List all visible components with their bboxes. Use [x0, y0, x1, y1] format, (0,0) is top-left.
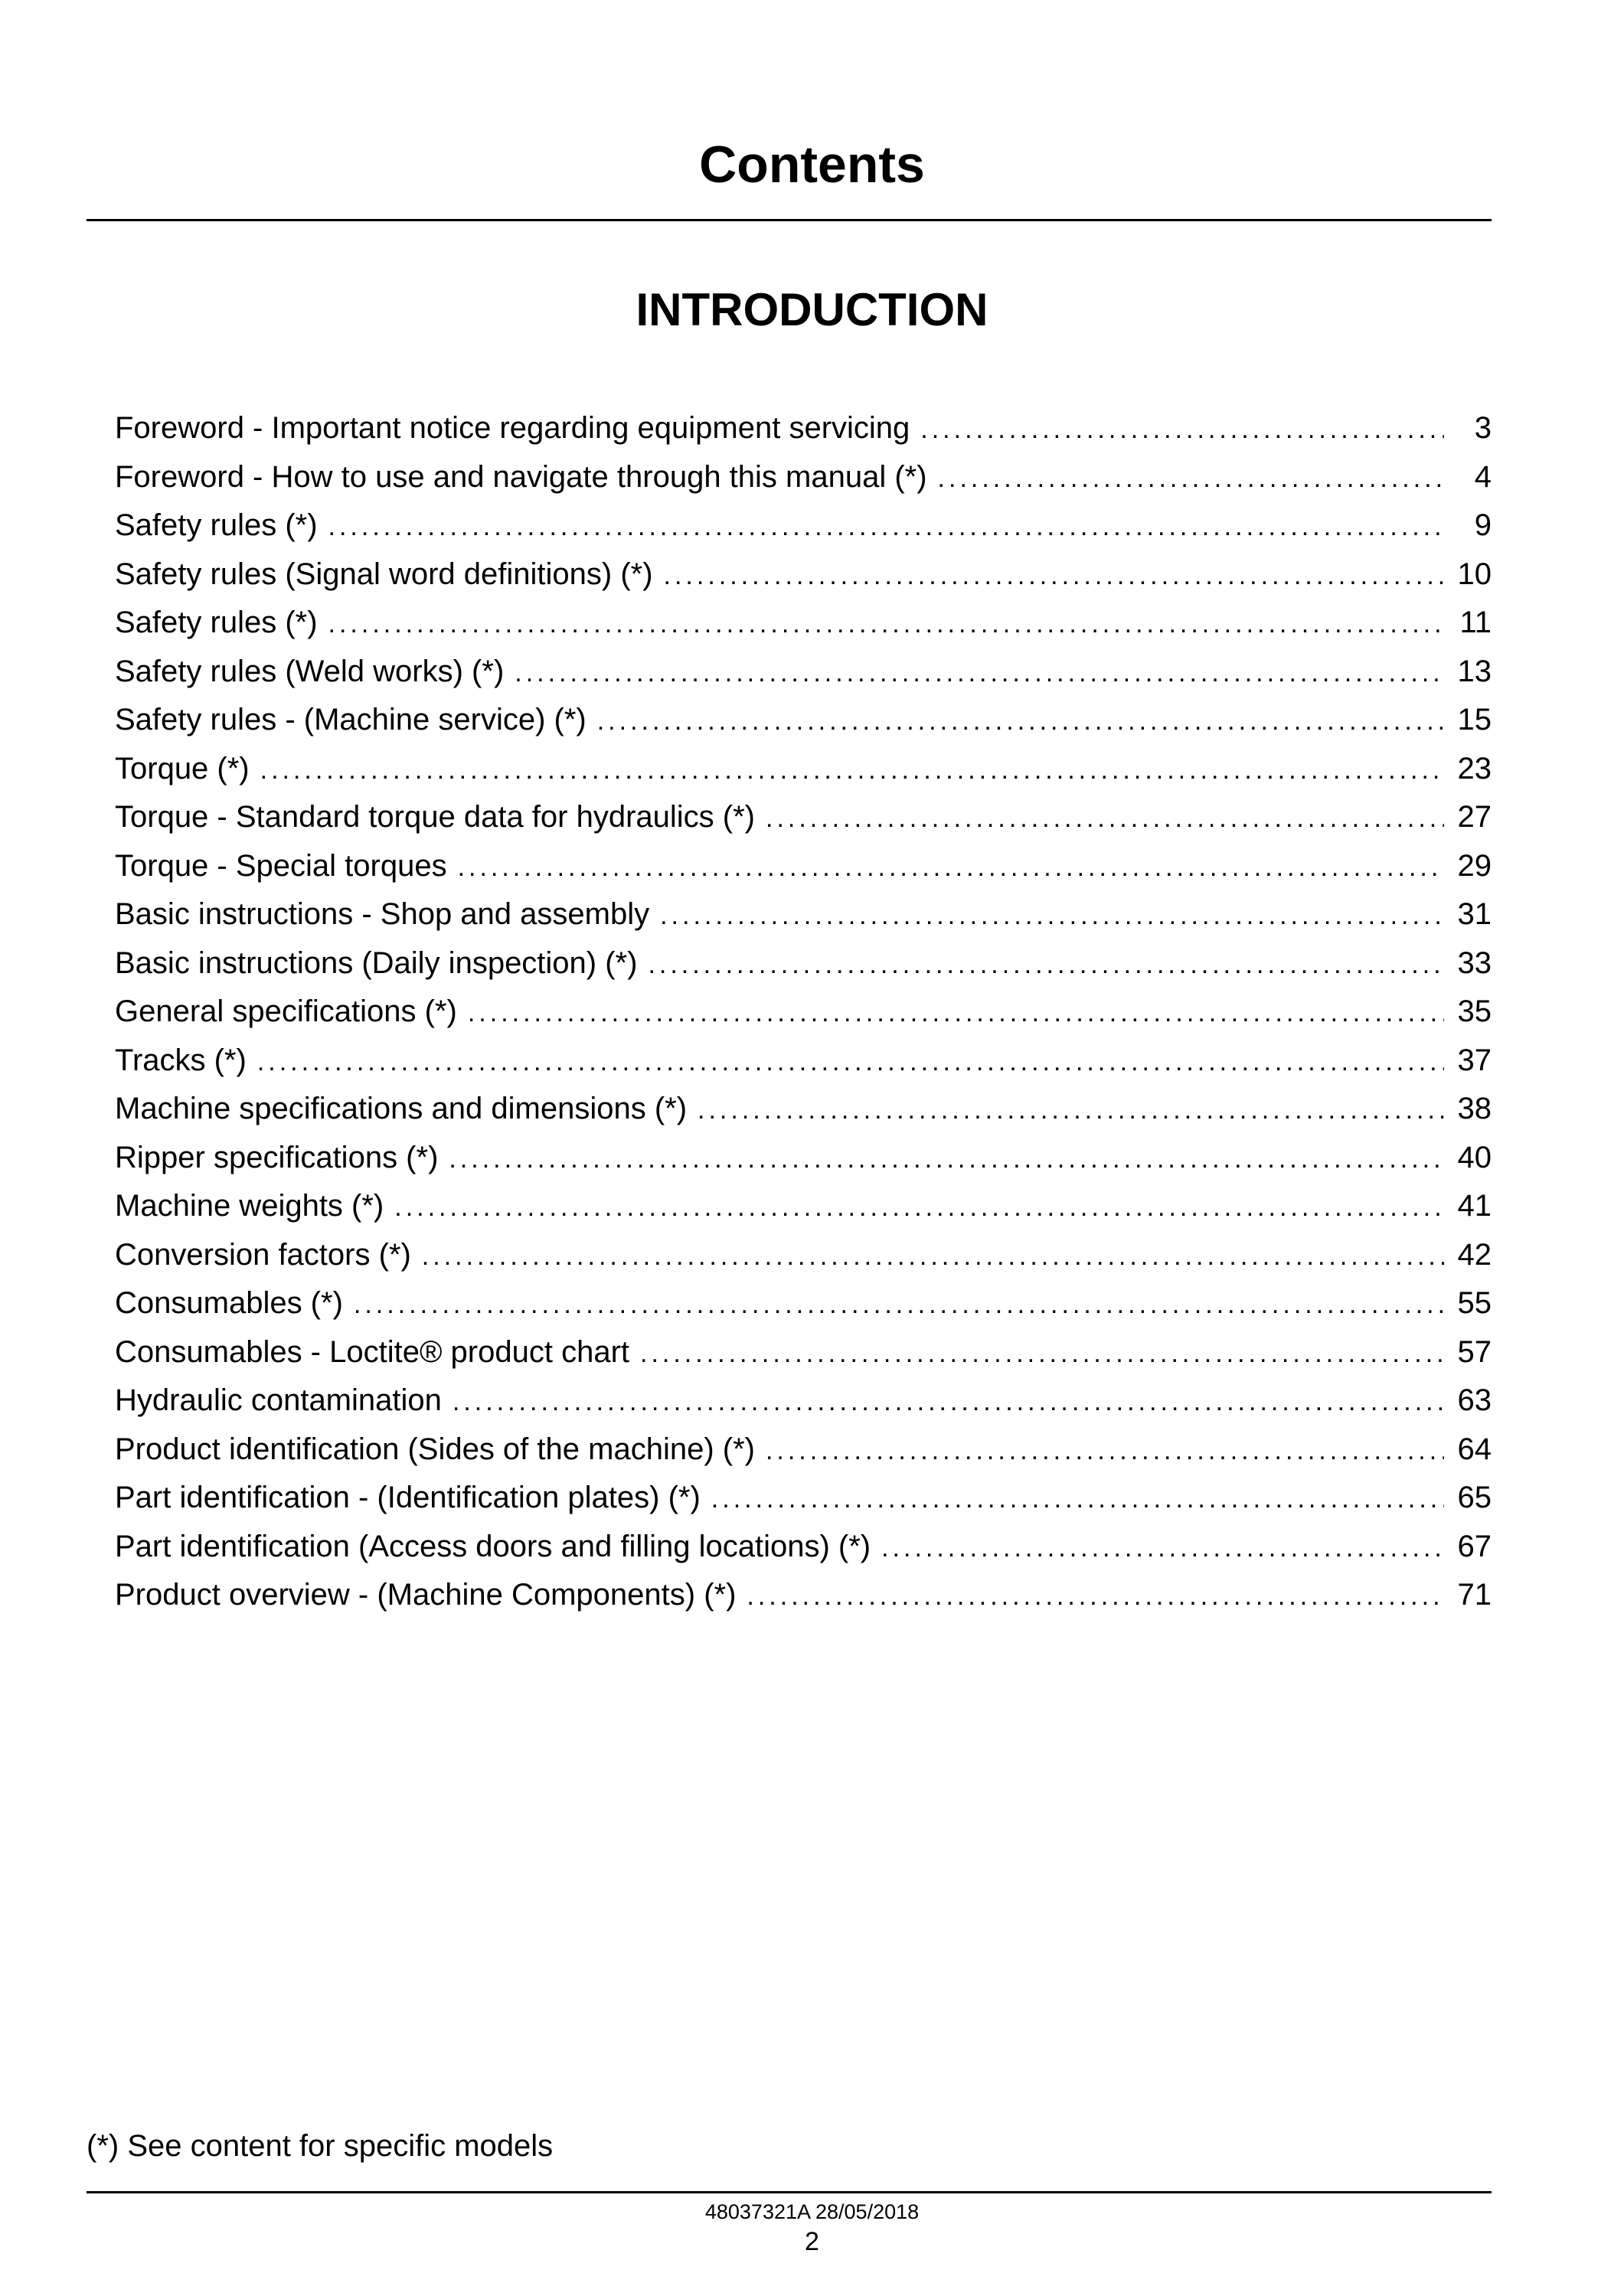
toc-entry[interactable] [115, 1474, 1492, 1523]
toc-entry-label: Safety rules (*) [115, 508, 318, 542]
toc-leader-dots [766, 1427, 1444, 1476]
toc-leader-dots [453, 1378, 1444, 1427]
toc-entry-label: Basic instructions (Daily inspection) (*) [115, 946, 638, 980]
toc-leader-dots [660, 892, 1444, 941]
footer-divider [87, 2191, 1492, 2193]
toc-entry[interactable] [115, 1037, 1492, 1086]
toc-leader-dots [711, 1475, 1444, 1524]
toc-entry-page: 13 [1457, 654, 1492, 688]
toc-leader-dots [597, 697, 1444, 746]
toc-leader-dots [664, 552, 1444, 601]
toc-entry-label: Conversion factors (*) [115, 1237, 411, 1272]
toc-entry-page: 41 [1457, 1189, 1492, 1223]
toc-entry-label: Safety rules (*) [115, 606, 318, 639]
toc-entry-page: 71 [1457, 1578, 1492, 1612]
toc-entry[interactable] [115, 1279, 1492, 1328]
document-reference: 48037321A 28/05/2018 [704, 2200, 920, 2223]
toc-entry-page: 40 [1457, 1140, 1492, 1174]
toc-entry-page: 27 [1457, 800, 1492, 834]
toc-leader-dots [328, 503, 1444, 552]
toc-entry-label: Foreword - Important notice regarding equipment servicing [115, 411, 910, 445]
toc-entry[interactable] [115, 1328, 1492, 1377]
toc-leader-dots [260, 746, 1444, 795]
toc-entry-label: Machine weights (*) [115, 1189, 384, 1223]
toc-entry-label: Consumables - Loctite® product chart [115, 1334, 630, 1369]
toc-entry-page: 3 [1474, 411, 1492, 445]
toc-entry-page: 10 [1457, 557, 1492, 591]
toc-entry-label: Safety rules (Signal word definitions) (*) [115, 557, 653, 591]
toc-leader-dots [698, 1086, 1444, 1135]
toc-entry[interactable] [115, 550, 1492, 599]
toc-entry-page: 64 [1457, 1432, 1492, 1466]
toc-leader-dots [394, 1184, 1444, 1233]
toc-entry-label: Consumables (*) [115, 1286, 343, 1320]
toc-entry-page: 67 [1457, 1529, 1492, 1563]
page-number: 2 [805, 2227, 819, 2256]
toc-leader-dots [515, 649, 1444, 698]
toc-entry-label: Safety rules - (Machine service) (*) [115, 703, 587, 736]
toc-entry-page: 42 [1457, 1237, 1492, 1272]
toc-entry[interactable] [115, 1231, 1492, 1280]
toc-leader-dots [257, 1038, 1444, 1087]
toc-entry[interactable] [115, 1523, 1492, 1572]
page-title: Contents [699, 136, 925, 194]
toc-entry-label: Machine specifications and dimensions (*) [115, 1092, 688, 1125]
toc-entry-label: Basic instructions - Shop and assembly [115, 897, 650, 931]
toc-entry[interactable] [115, 1134, 1492, 1183]
toc-entry[interactable] [115, 890, 1492, 939]
toc-entry-page: 31 [1457, 897, 1492, 931]
toc-entry[interactable] [115, 988, 1492, 1037]
toc-entry-page: 38 [1457, 1092, 1492, 1125]
toc-leader-dots [881, 1524, 1444, 1573]
toc-entry[interactable] [115, 404, 1492, 453]
toc-leader-dots [766, 795, 1444, 844]
toc-entry-label: Tracks (*) [115, 1043, 247, 1077]
toc-entry-page: 65 [1457, 1481, 1492, 1514]
toc-entry-label: Safety rules (Weld works) (*) [115, 654, 505, 688]
toc-entry-label: Hydraulic contamination [115, 1383, 442, 1417]
toc-entry-page: 33 [1457, 946, 1492, 980]
toc-entry-label: General specifications (*) [115, 994, 457, 1028]
footnote: (*) See content for specific models [87, 2129, 554, 2163]
toc-entry-page: 29 [1457, 848, 1492, 883]
toc-entry-page: 63 [1457, 1383, 1492, 1417]
toc-leader-dots [328, 600, 1444, 649]
toc-leader-dots [449, 1135, 1444, 1184]
toc-leader-dots [458, 844, 1444, 893]
toc-entry-page: 15 [1457, 703, 1492, 736]
toc-leader-dots [354, 1281, 1444, 1330]
toc-entry[interactable] [115, 648, 1492, 697]
toc-entry[interactable] [115, 1377, 1492, 1426]
toc-entry-page: 9 [1474, 508, 1492, 542]
table-of-contents [115, 404, 1492, 1620]
toc-entry-label: Part identification - (Identification plates) (*) [115, 1481, 701, 1514]
toc-entry[interactable] [115, 453, 1492, 502]
toc-entry[interactable] [115, 501, 1492, 550]
toc-entry[interactable] [115, 1085, 1492, 1134]
toc-entry-page: 57 [1457, 1334, 1492, 1369]
toc-leader-dots [640, 1330, 1444, 1379]
toc-leader-dots [747, 1573, 1444, 1622]
header-divider [87, 219, 1492, 221]
section-title: INTRODUCTION [636, 284, 988, 335]
toc-entry-page: 23 [1457, 751, 1492, 785]
toc-entry[interactable] [115, 745, 1492, 794]
toc-entry-page: 4 [1474, 459, 1492, 494]
toc-entry-label: Foreword - How to use and navigate through this manual (*) [115, 459, 927, 494]
toc-entry-page: 35 [1457, 994, 1492, 1028]
toc-leader-dots [468, 989, 1444, 1038]
toc-entry-page: 55 [1457, 1286, 1492, 1320]
toc-entry[interactable] [115, 1182, 1492, 1231]
toc-entry-label: Product identification (Sides of the machine) (*) [115, 1432, 755, 1466]
toc-entry-label: Torque - Special torques [115, 848, 447, 883]
toc-entry-label: Torque (*) [115, 751, 250, 785]
toc-entry-label: Ripper specifications (*) [115, 1140, 439, 1174]
toc-entry-page: 37 [1457, 1043, 1492, 1077]
toc-entry[interactable] [115, 1571, 1492, 1620]
toc-entry[interactable] [115, 793, 1492, 842]
toc-entry[interactable] [115, 842, 1492, 891]
toc-entry[interactable] [115, 599, 1492, 648]
toc-entry[interactable] [115, 1426, 1492, 1475]
toc-entry[interactable] [115, 939, 1492, 988]
toc-entry-page: 11 [1459, 606, 1492, 639]
toc-leader-dots [422, 1233, 1444, 1282]
toc-leader-dots [648, 941, 1444, 990]
toc-leader-dots [920, 406, 1444, 455]
toc-entry[interactable] [115, 696, 1492, 745]
toc-entry-label: Product overview - (Machine Components) (*) [115, 1578, 737, 1612]
toc-entry-label: Part identification (Access doors and filling locations) (*) [115, 1529, 871, 1563]
toc-leader-dots [938, 455, 1444, 504]
toc-entry-label: Torque - Standard torque data for hydraulics (*) [115, 800, 755, 834]
